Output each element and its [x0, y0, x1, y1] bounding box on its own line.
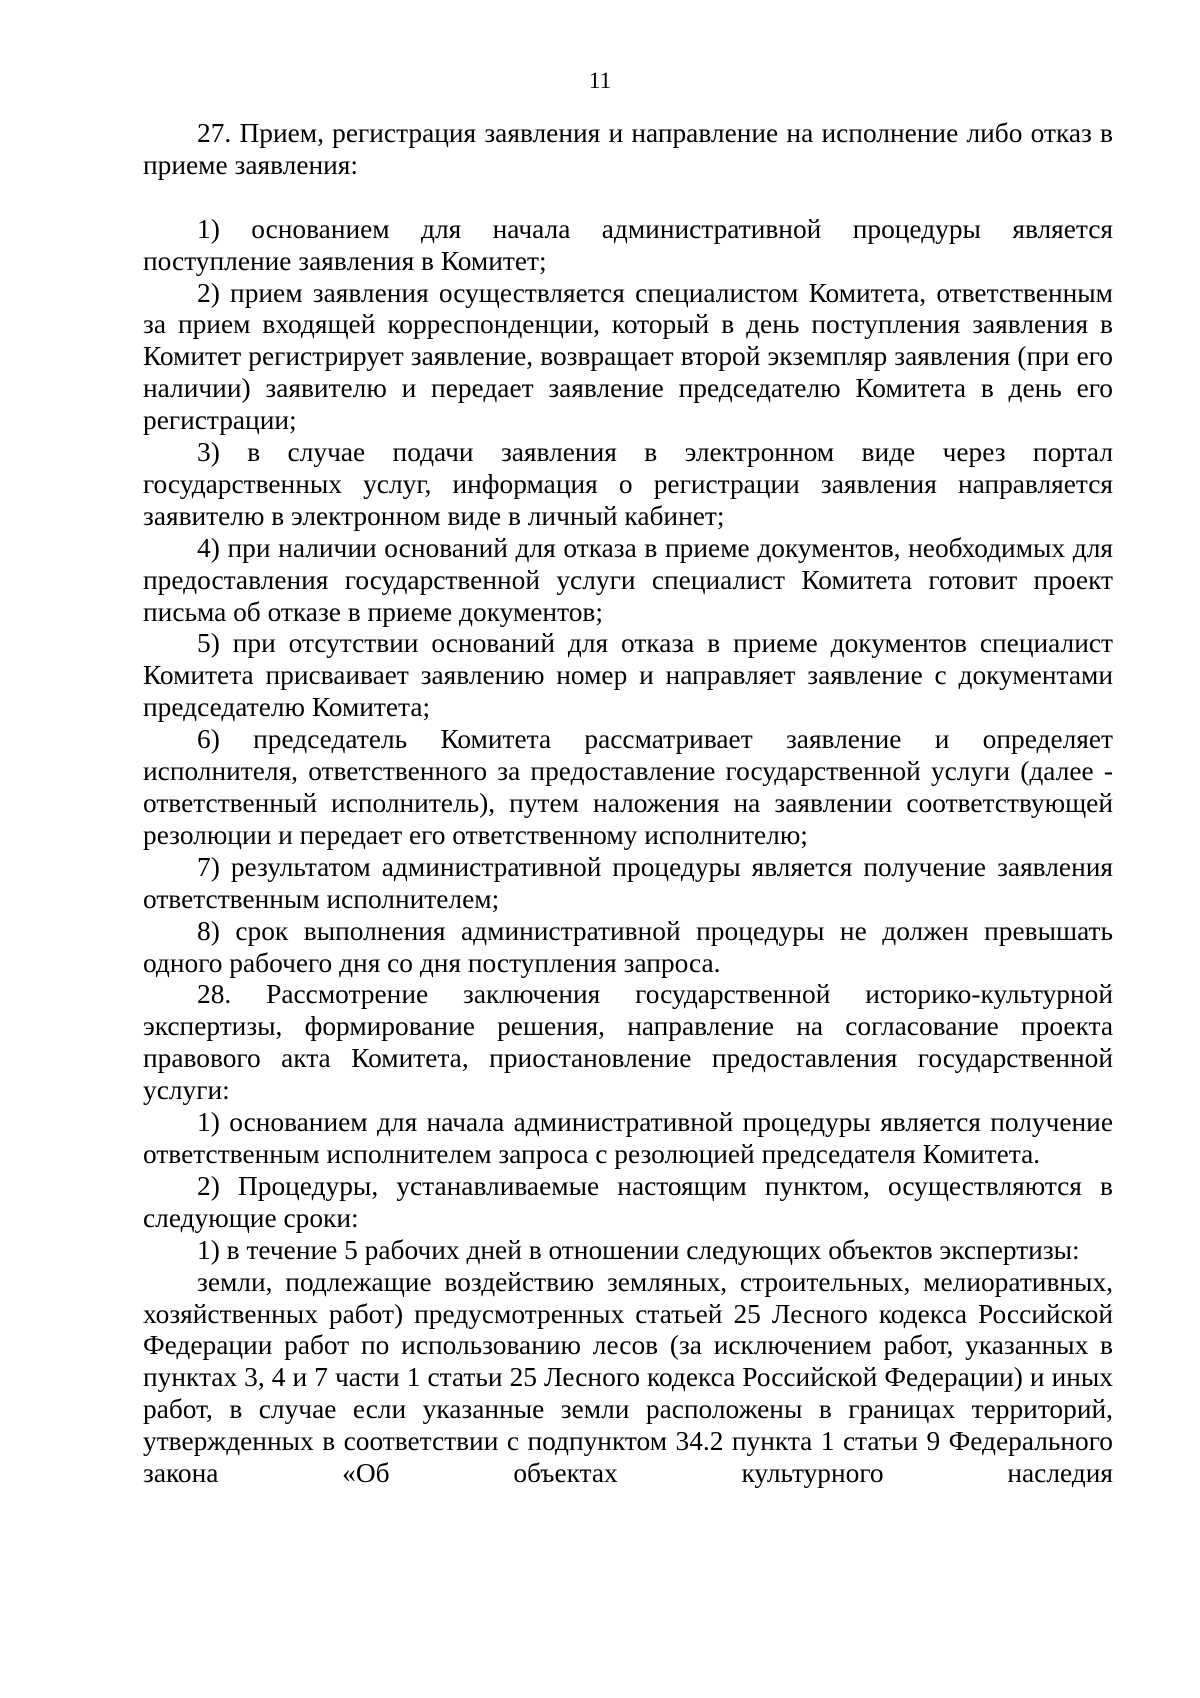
paragraph-28-item-1: 1) основанием для начала административной процедуры является получение ответственным исполнителем запроса с резолюцией председателя Комитета.	[143, 1107, 1113, 1169]
paragraph-28-lands: земли, подлежащие воздействию земляных, строительных, мелиоративных, хозяйственных работ) предусмотренных статьей 25 Лесного кодекса Российской Федерации работ по использованию лесов (за исключением работ, указанных в пунктах 3, 4 и 7 части 1 статьи 25 Лесного кодекса Российской Федерации) и иных работ, в случае если указанные земли расположены в границах территорий, утвержденных в соответствии с подпунктом 34.2 пункта 1 статьи 9 Федерального закона «Об объектах культурного наследия	[143, 1266, 1113, 1489]
paragraph-27-item-3: 3) в случае подачи заявления в электронном виде через портал государственных услуг, информация о регистрации заявления направляется заявителю в электронном виде в личный кабинет;	[143, 437, 1113, 531]
paragraph-27-item-8: 8) срок выполнения административной процедуры не должен превышать одного рабочего дня со дня поступления запроса.	[143, 915, 1113, 978]
paragraph-28-title: 28. Рассмотрение заключения государственной историко-культурной экспертизы, формирование решения, направление на согласование проекта правового акта Комитета, приостановление предоставления государственной услуги:	[143, 979, 1113, 1106]
paragraph-27-item-2: 2) прием заявления осуществляется специалистом Комитета, ответственным за прием входящей корреспонденции, который в день поступления заявления в Комитет регистрирует заявление, возвращает второй экземпляр заявления (при его наличии) заявителю и передает заявление председателю Комитета в день его регистрации;	[143, 277, 1113, 436]
paragraph-27-item-6: 6) председатель Комитета рассматривает заявление и определяет исполнителя, ответственного за предоставление государственной услуги (далее - ответственный исполнитель), путем наложения на заявлении соответствующей резолюции и передает его ответственному исполнителю;	[143, 724, 1113, 850]
paragraph-27-item-4: 4) при наличии оснований для отказа в приеме документов, необходимых для предоставления государственной услуги специалист Комитета готовит проект письма об отказе в приеме документов;	[143, 532, 1113, 627]
paragraph-28-subitem-1: 1) в течение 5 рабочих дней в отношении следующих объектов экспертизы:	[197, 1234, 1080, 1265]
paragraph-27-item-7: 7) результатом административной процедуры является получение заявления ответственным исполнителем;	[143, 851, 1113, 914]
document-body	[143, 118, 1113, 1490]
paragraph-28-item-2: 2) Процедуры, устанавливаемые настоящим пунктом, осуществляются в следующие сроки:	[143, 1170, 1113, 1233]
paragraph-27-item-1: 1) основанием для начала административной процедуры является поступление заявления в Комитет;	[143, 213, 1113, 276]
paragraph-27-title: 27. Прием, регистрация заявления и направление на исполнение либо отказ в приеме заявления:	[143, 118, 1113, 180]
page-number: 11	[588, 68, 612, 93]
paragraph-27-item-5: 5) при отсутствии оснований для отказа в приеме документов специалист Комитета присваивает заявлению номер и направляет заявление с документами председателю Комитета;	[143, 628, 1113, 723]
